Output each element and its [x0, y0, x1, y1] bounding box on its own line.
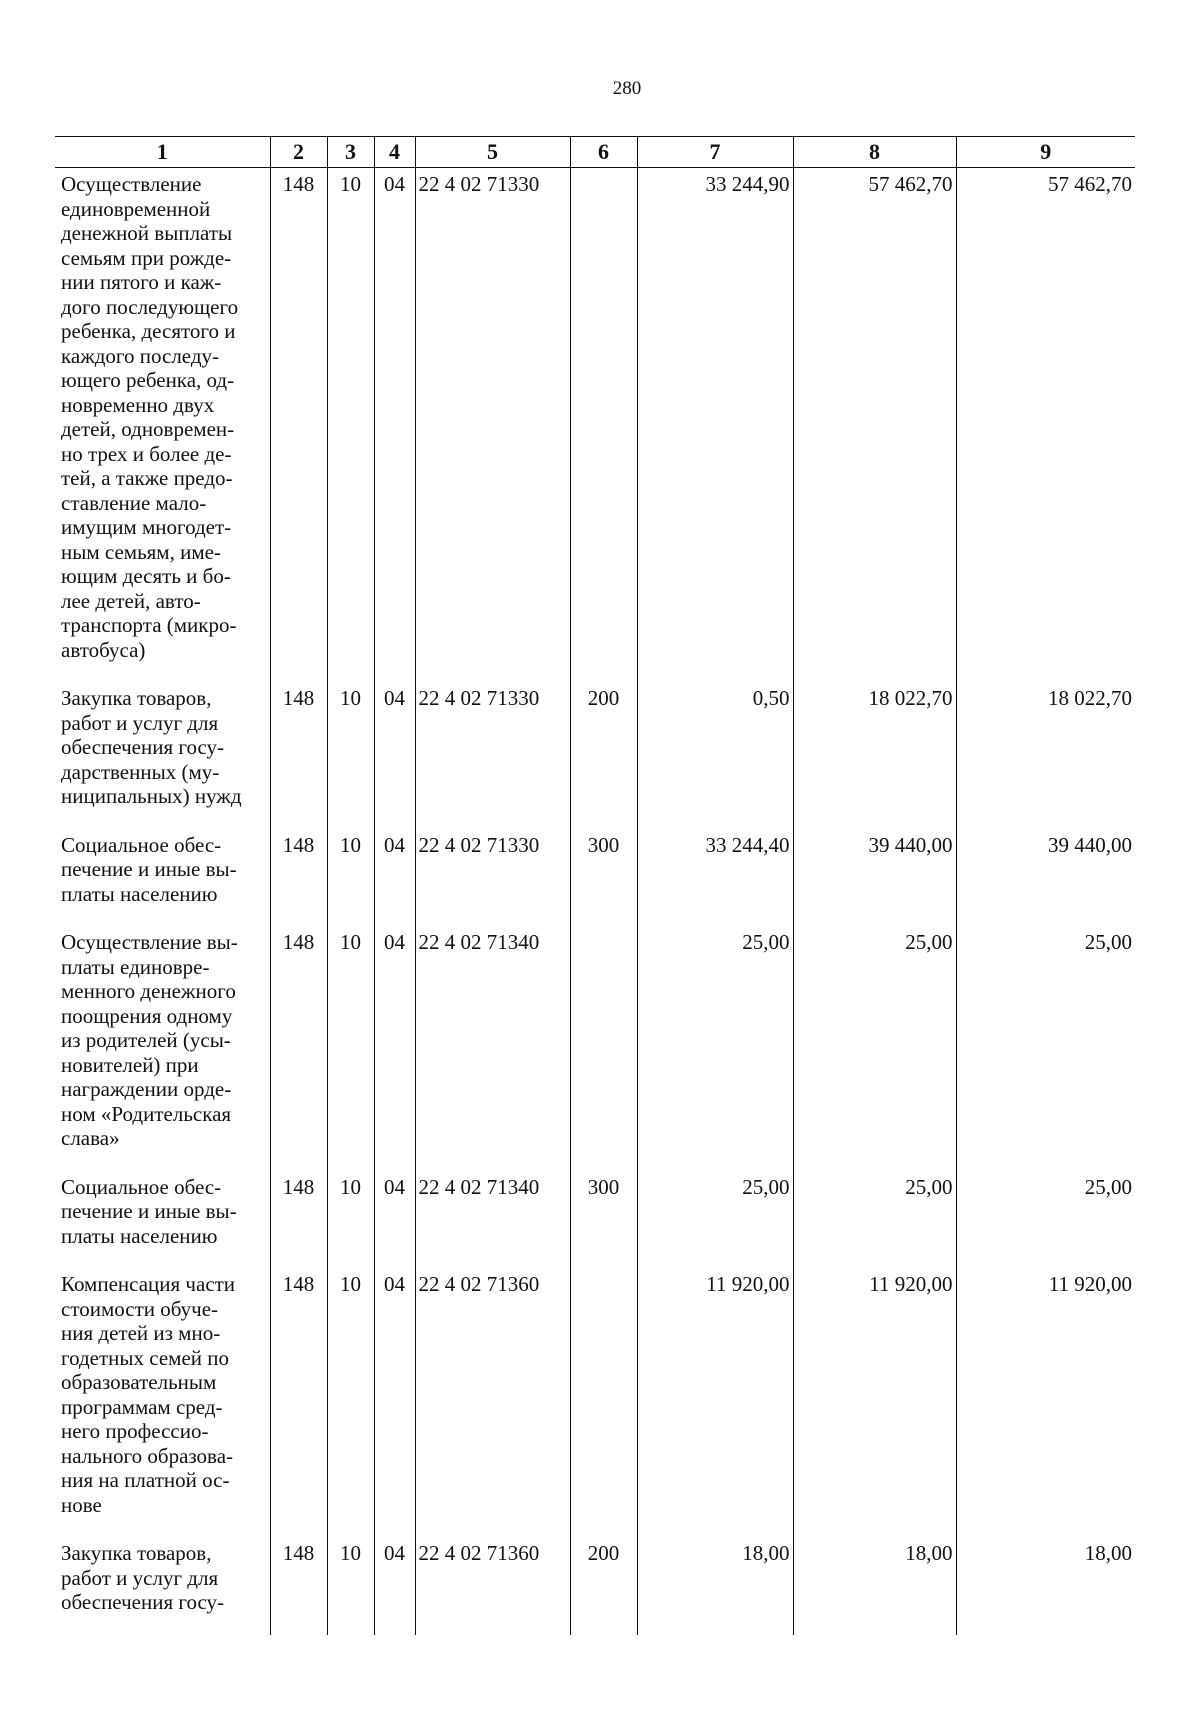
- item-name-line: единовременной: [61, 196, 211, 221]
- item-name-line: дарственных (му-: [61, 759, 220, 784]
- item-name-line: детей, одновремен-: [61, 417, 235, 441]
- table-row: [55, 1171, 1135, 1269]
- item-name-line: ния детей из мно-: [61, 1321, 221, 1345]
- header-cell: 8: [793, 137, 956, 168]
- item-name-line: ниципальных) нужд: [61, 784, 242, 808]
- admin-code-cell: 148: [270, 1268, 327, 1537]
- expense-type-cell: [570, 926, 637, 1171]
- subsection-cell: 04: [374, 1268, 415, 1537]
- item-name-line: ребенка, десятого и: [61, 319, 236, 343]
- header-cell: 9: [956, 137, 1135, 168]
- item-name-line: работ и услуг для: [61, 710, 219, 735]
- amount-col7-cell: 25,00: [637, 926, 793, 1171]
- item-name-line: транспорта (микро-: [61, 613, 237, 637]
- header-cell: 1: [55, 137, 270, 168]
- item-name-line: нове: [61, 1492, 102, 1517]
- table-row: [55, 682, 1135, 829]
- item-name-line: ном «Родительская: [61, 1101, 232, 1126]
- item-name-line: из родителей (усы-: [61, 1028, 231, 1052]
- section-cell: 10: [327, 1537, 374, 1635]
- header-cell: 6: [570, 137, 637, 168]
- amount-col9-cell: 57 462,70: [956, 168, 1135, 683]
- expense-type-cell: 200: [570, 682, 637, 829]
- item-name-line: программам сред-: [61, 1394, 223, 1419]
- item-name-line: Компенсация части: [61, 1272, 236, 1296]
- item-name-line: стоимости обуче-: [61, 1296, 219, 1321]
- item-name-line: Осуществление: [61, 172, 202, 196]
- amount-col8-cell: 57 462,70: [793, 168, 956, 683]
- header-cell: 7: [637, 137, 793, 168]
- section-cell: 10: [327, 682, 374, 829]
- item-name-cell: [55, 682, 270, 829]
- section-cell: 10: [327, 926, 374, 1171]
- item-name-line: печение и иные вы-: [61, 857, 237, 881]
- item-name-cell: [55, 1171, 270, 1269]
- amount-col9-cell: 39 440,00: [956, 829, 1135, 927]
- item-name-line: обеспечения госу-: [61, 735, 225, 759]
- header-cell: 3: [327, 137, 374, 168]
- amount-col9-cell: 11 920,00: [956, 1268, 1135, 1537]
- item-name-line: Осуществление вы-: [61, 930, 238, 954]
- subsection-cell: 04: [374, 829, 415, 927]
- table-row: [55, 926, 1135, 1171]
- target-article-cell: 22 4 02 71360: [415, 1268, 570, 1537]
- item-name-line: семьям при рожде-: [61, 245, 232, 270]
- item-name-line: лее детей, авто-: [61, 588, 201, 613]
- item-name-line: слава»: [61, 1126, 120, 1150]
- amount-col8-cell: 25,00: [793, 926, 956, 1171]
- item-name-line: платы населению: [61, 881, 218, 906]
- item-name-line: новителей) при: [61, 1052, 199, 1077]
- admin-code-cell: 148: [270, 829, 327, 927]
- item-name-line: ставление мало-: [61, 490, 207, 515]
- admin-code-cell: 148: [270, 926, 327, 1171]
- item-name-line: но трех и более де-: [61, 441, 232, 466]
- admin-code-cell: 148: [270, 682, 327, 829]
- item-name-line: годетных семей по: [61, 1345, 229, 1370]
- amount-col8-cell: 18 022,70: [793, 682, 956, 829]
- item-name-line: Социальное обес-: [61, 832, 222, 857]
- header-cell: 5: [415, 137, 570, 168]
- amount-col9-cell: 25,00: [956, 926, 1135, 1171]
- item-name-line: нии пятого и каж-: [61, 270, 222, 294]
- item-name-line: ющим десять и бо-: [61, 564, 231, 588]
- page-number: 280: [612, 78, 642, 99]
- item-name-line: каждого последу-: [61, 343, 220, 368]
- amount-col9-cell: 18,00: [956, 1537, 1135, 1635]
- subsection-cell: 04: [374, 1537, 415, 1635]
- item-name-line: поощрения одному: [61, 1003, 233, 1028]
- item-name-line: новременно двух: [61, 392, 215, 417]
- item-name-line: Социальное обес-: [61, 1174, 222, 1199]
- target-article-cell: 22 4 02 71360: [415, 1537, 570, 1635]
- amount-col7-cell: 33 244,40: [637, 829, 793, 927]
- item-name-line: платы единовре-: [61, 954, 210, 979]
- item-name-line: печение и иные вы-: [61, 1199, 237, 1223]
- section-cell: 10: [327, 168, 374, 683]
- expense-type-cell: 300: [570, 829, 637, 927]
- item-name-line: денежной выплаты: [61, 221, 233, 245]
- item-name-cell: [55, 829, 270, 927]
- item-name-cell: [55, 1268, 270, 1537]
- expense-type-cell: 200: [570, 1537, 637, 1635]
- admin-code-cell: 148: [270, 1171, 327, 1269]
- item-name-line: Закупка товаров,: [61, 1541, 212, 1565]
- amount-col8-cell: 11 920,00: [793, 1268, 956, 1537]
- item-name-line: работ и услуг для: [61, 1565, 219, 1590]
- table-row: [55, 1537, 1135, 1635]
- subsection-cell: 04: [374, 168, 415, 683]
- item-name-cell: [55, 1537, 270, 1635]
- item-name-line: нального образова-: [61, 1443, 234, 1468]
- expense-type-cell: 300: [570, 1171, 637, 1269]
- table-row: [55, 1268, 1135, 1537]
- subsection-cell: 04: [374, 682, 415, 829]
- item-name-line: ным семьям, име-: [61, 539, 221, 564]
- expense-type-cell: [570, 1268, 637, 1537]
- amount-col7-cell: 0,50: [637, 682, 793, 829]
- table-body: [55, 168, 1135, 1635]
- budget-table: [55, 136, 1135, 1635]
- amount-col8-cell: 25,00: [793, 1171, 956, 1269]
- amount-col7-cell: 33 244,90: [637, 168, 793, 683]
- subsection-cell: 04: [374, 926, 415, 1171]
- item-name-cell: [55, 168, 270, 683]
- header-row: [55, 137, 1135, 168]
- item-name-line: дого последующего: [61, 294, 239, 319]
- item-name-line: него профессио-: [61, 1419, 209, 1443]
- expense-type-cell: [570, 168, 637, 683]
- amount-col9-cell: 25,00: [956, 1171, 1135, 1269]
- table-row: [55, 168, 1135, 683]
- amount-col8-cell: 39 440,00: [793, 829, 956, 927]
- target-article-cell: 22 4 02 71330: [415, 829, 570, 927]
- target-article-cell: 22 4 02 71340: [415, 1171, 570, 1269]
- header-cell: 2: [270, 137, 327, 168]
- item-name-line: автобуса): [61, 637, 146, 662]
- item-name-line: ющего ребенка, од-: [61, 368, 235, 392]
- target-article-cell: 22 4 02 71330: [415, 168, 570, 683]
- amount-col8-cell: 18,00: [793, 1537, 956, 1635]
- item-name-cell: [55, 926, 270, 1171]
- header-cell: 4: [374, 137, 415, 168]
- section-cell: 10: [327, 1268, 374, 1537]
- section-cell: 10: [327, 1171, 374, 1269]
- amount-col9-cell: 18 022,70: [956, 682, 1135, 829]
- item-name-line: Закупка товаров,: [61, 686, 212, 710]
- item-name-line: менного денежного: [61, 979, 236, 1003]
- admin-code-cell: 148: [270, 1537, 327, 1635]
- subsection-cell: 04: [374, 1171, 415, 1269]
- item-name-line: ния на платной ос-: [61, 1468, 230, 1492]
- target-article-cell: 22 4 02 71330: [415, 682, 570, 829]
- amount-col7-cell: 11 920,00: [637, 1268, 793, 1537]
- admin-code-cell: 148: [270, 168, 327, 683]
- item-name-line: обеспечения госу-: [61, 1590, 225, 1614]
- amount-col7-cell: 25,00: [637, 1171, 793, 1269]
- item-name-line: образовательным: [61, 1370, 217, 1394]
- table-row: [55, 829, 1135, 927]
- section-cell: 10: [327, 829, 374, 927]
- item-name-line: платы населению: [61, 1223, 218, 1248]
- amount-col7-cell: 18,00: [637, 1537, 793, 1635]
- item-name-line: тей, а также предо-: [61, 466, 233, 490]
- target-article-cell: 22 4 02 71340: [415, 926, 570, 1171]
- item-name-line: имущим многодет-: [61, 515, 232, 539]
- item-name-line: награждении орде-: [61, 1077, 232, 1101]
